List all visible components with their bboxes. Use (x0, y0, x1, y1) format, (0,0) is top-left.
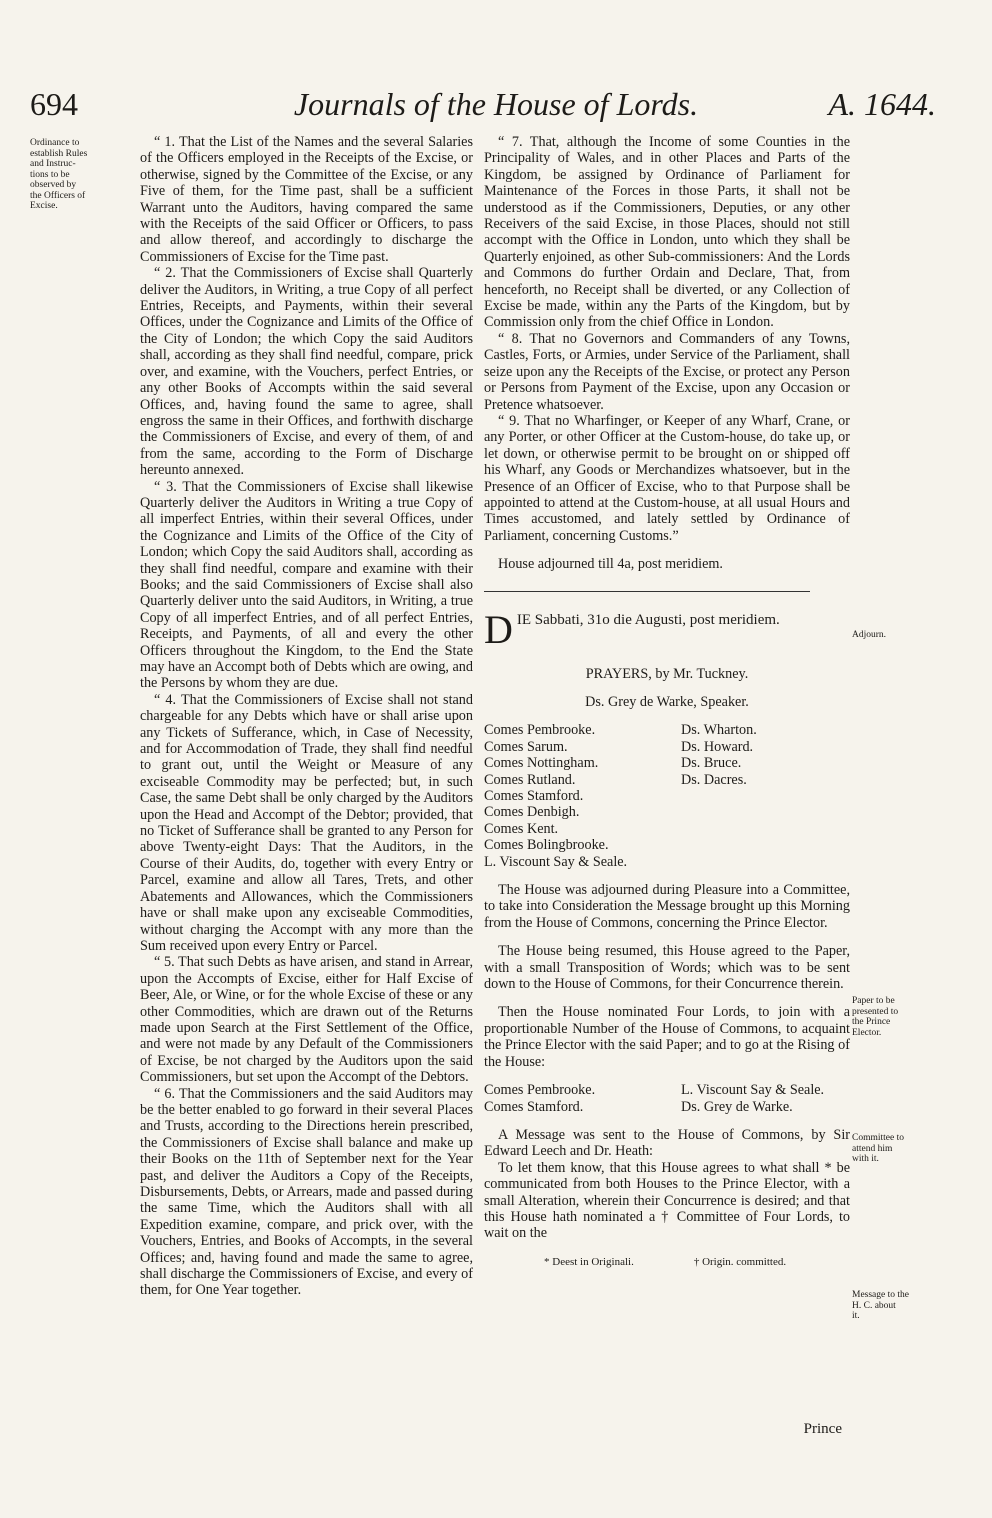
footnote-deest: * Deest in Originali. (544, 1255, 634, 1268)
footnote-origin: † Origin. committed. (693, 1255, 787, 1268)
clause-2: “ 2. That the Commissioners of Excise shall Quarterly deliver the Auditors, in Writing, a true Copy of all perfect Entries, Receipts, and Payments, within their several Offices, under the Cognizance and Limits of the Office of the City of London; the which Copy the said Auditors shall, according as they shall find needful, compare, prick over, and examine, with the Vouchers, perfect Entries, or any other Books of Accompts within the said several Offices, and, having found the same to agree, shall engross the same in their Offices, and forthwith discharge the Commissioners of Excise, and every of them, of and from the same, according to the Form of Discharge hereunto annexed. (140, 265, 473, 479)
present-lords-right (681, 722, 757, 853)
margin-note-message: Message to the H. C. about it. (852, 1290, 909, 1321)
margin-note-committee: Committee to attend him with it. (852, 1133, 904, 1164)
speaker-line: Ds. Grey de Warke, Speaker. (585, 693, 749, 710)
die-text: IE Sabbati, 31o die Augusti, post meridiem. (516, 611, 780, 628)
committee-right (681, 1082, 824, 1115)
clause-4: “ 4. That the Commissioners of Excise shall not stand chargeable for any Debts which have or shall arise upon any Tickets of Sufferance, which, in Case of Necessity, and for Accommodation of Trade, they shall find needful to grant out, until the Weight or Measure of any exciseable Commodity may be perfected; but, in such Case, the same Debt shall be only charged by the Auditors upon the Head and Accompt of the Debtor; provided, that no Ticket of Sufferance shall be granted to any Person for above Twenty-eight Days: That the Auditors, in the Course of their Audits, do, together with every Entry or Parcel, examine and allow all Tares, Trets, and other Abatements and Allowances, which the Commissioners have or shall make upon any exciseable Commodities, without charging the Accompt with any more than the Sum received upon every Entry or Parcel. (140, 691, 473, 954)
lord-name: L. Viscount Say & Seale. (681, 1082, 825, 1099)
drop-cap: D (484, 606, 513, 652)
viscount-line: L. Viscount Say & Seale. (484, 853, 628, 870)
journal-title: Journals of the House of Lords. (293, 86, 699, 122)
running-header (0, 86, 992, 126)
paragraph-resumed: The House being resumed, this House agreed to the Paper, with a small Transposition of Words; which was to be sent down to the House of Commons, for their Concurrence therein. (484, 943, 850, 993)
lord-name: Ds. Dacres. (681, 771, 747, 788)
section-rule (484, 591, 810, 592)
lord-name: Comes Denbigh. (484, 804, 580, 821)
lord-name: Comes Pembrooke. (484, 1082, 596, 1099)
clause-5: “ 5. That such Debts as have arisen, and stand in Arrear, upon the Accompts of Excise, either for Half Excise of Beer, Ale, or Wine, or for the whole Excise of these or any other Commodities, which are drawn out of the Returns made upon Search at the First Settlement of the Office, and were not made by any Default of the Commissioners of Excise, be not charged by the Auditors upon the said Commissioners, but set upon the Accompt of the Debtors. (140, 954, 473, 1086)
lord-name: Ds. Wharton. (681, 722, 757, 739)
paragraph-message: A Message was sent to the House of Commons, by Sir Edward Leech and Dr. Heath: (484, 1126, 850, 1160)
footnotes (544, 1254, 850, 1270)
paragraph-committee: The House was adjourned during Pleasure into a Committee, to take into Consideration the Message brought up this Morning from the House of Commons, concerning the Prince Elector. (484, 882, 850, 931)
lord-name: Comes Sarum. (484, 738, 568, 755)
lord-name: Comes Kent. (484, 820, 559, 837)
committee-left (484, 1082, 669, 1115)
right-column (484, 134, 850, 1270)
clause-3: “ 3. That the Commissioners of Excise shall likewise Quarterly deliver the Auditors in Writing a true Copy of all imperfect Entries, within their several Offices, under the Cognizance and Limits of the Office of the City of London; which Copy the said Auditors shall, according as they shall find needful, compare and examine with their Books; and the said Commissioners of Excise shall also Quarterly deliver unto the said Auditors, in Writing, a true Copy of all imperfect Entries, and of all perfect Entries, Receipts, and Payments, of all and every the other Officers throughout the Kingdom, to the End the State may have an Accompt both of Debts which are owing, and the Persons by whom they are due. (140, 478, 473, 692)
lord-name: Comes Nottingham. (484, 755, 599, 772)
committee-lords (484, 1082, 850, 1115)
year: A. 1644. (828, 86, 936, 122)
clause-8: “ 8. That no Governors and Commanders of any Towns, Castles, Forts, or Armies, under Service of the Parliament, shall seize upon any the Receipts of the Excise, or protect any Person or Persons from Payment of the Excise, upon any Occasion or Pretence whatsoever. (484, 330, 850, 413)
paragraph-let-them-know: To let them know, that this House agrees to what shall * be communicated from both Houses to the Prince Elector, with a small Alteration, wherein their Concurrence is desired; and that this House hath nominated a † Committee of Four Lords, to wait on the (484, 1159, 850, 1242)
present-lords (484, 722, 850, 853)
prayers-line: PRAYERS, by Mr. Tuckney. (585, 665, 749, 682)
lord-name: Ds. Bruce. (681, 755, 742, 772)
lord-name: Comes Rutland. (484, 771, 576, 788)
clause-6: “ 6. That the Commissioners and the said Auditors may be the better enabled to go forward in their several Places and Trusts, according to the Directions herein prescribed, the Commissioners of Excise shall balance and make up their Books on the 11th of September next for the Year past, and deliver the Auditors a Copy of the Receipts, Disbursements, Debts, or Arrears, made and passed during the same Time, which the Auditors shall with all Expedition examine, compare, and prick over, with the Vouchers, Entries, and Books of Accompts, in the several Offices; and, having found and made the same to agree, shall discharge the Commissioners of Excise, and every of them, for One Year together. (140, 1085, 473, 1299)
lord-name: Comes Stamford. (484, 1098, 584, 1115)
paragraph-nominated: Then the House nominated Four Lords, to join with a proportionable Number of the House of Commons, to acquaint the Prince Elector with the said Paper; and to go at the Rising of the House: (484, 1004, 850, 1070)
clause-7: “ 7. That, although the Income of some Counties in the Principality of Wales, and in other Places and Parts of the Kingdom, be assigned by Ordinance of Parliament for Maintenance of the Forces in those Parts, it shall not be understood as if the Commissioners, Deputies, or any other Receivers of the said Excise, in those Places, should not still accompt with the Office in London, unto which they shall be Quarterly enjoined, as other Sub-commissioners: And the Lords and Commons do further Ordain and Declare, That, from henceforth, no Receipt shall be diverted, or any Collection of Excise be made, within any the Parts of the Kingdom, but by Commission only from the chief Office in London. (484, 134, 850, 331)
lord-name: Ds. Grey de Warke. (681, 1098, 793, 1115)
adjourned-line: House adjourned till 4a, post meridiem. (498, 556, 723, 573)
lord-name: Ds. Howard. (681, 738, 754, 755)
die-heading (484, 606, 850, 652)
margin-note-adjourn: Adjourn. (852, 630, 887, 640)
lord-name: Comes Bolingbrooke. (484, 837, 609, 854)
clause-1: “ 1. That the List of the Names and the several Salaries of the Officers employed in the Receipts of the Excise, or otherwise, signed by the Committee of the Excise, or any Five of them, for the Time past, shall be a sufficient Warrant unto the Auditors, having compared the same with the Receipts of the said Officer or Officers, to pass and allow thereof, and accordingly to discharge the Commissioners of Excise for the Time past. (140, 134, 473, 265)
page-number: 694 (30, 86, 78, 122)
margin-note-paper: Paper to be presented to the Prince Elector. (852, 996, 899, 1038)
left-column (140, 134, 473, 1299)
margin-note-ordinance: Ordinance to establish Rules and Instruc- tions to be observed by the Officers of Excise. (30, 138, 88, 211)
clause-9: “ 9. That no Wharfinger, or Keeper of any Wharf, Crane, or any Porter, or other Officer at the Custom-house, do take up, or let down, or otherwise permit to be brought on or shipped off his Wharf, any Goods or Merchandizes whatsoever, but in the Presence of an Officer of Excise, who to that Purpose shall be appointed to attend at the Custom-house, at all usual Hours and Times accustomed, and lately settled by Ordinance of Parliament, concerning Customs.” (484, 412, 850, 544)
lord-name: Comes Stamford. (484, 788, 584, 804)
lord-name: Comes Pembrooke. (484, 722, 596, 739)
catchword: Prince (803, 1421, 842, 1437)
present-lords-left (484, 722, 669, 853)
